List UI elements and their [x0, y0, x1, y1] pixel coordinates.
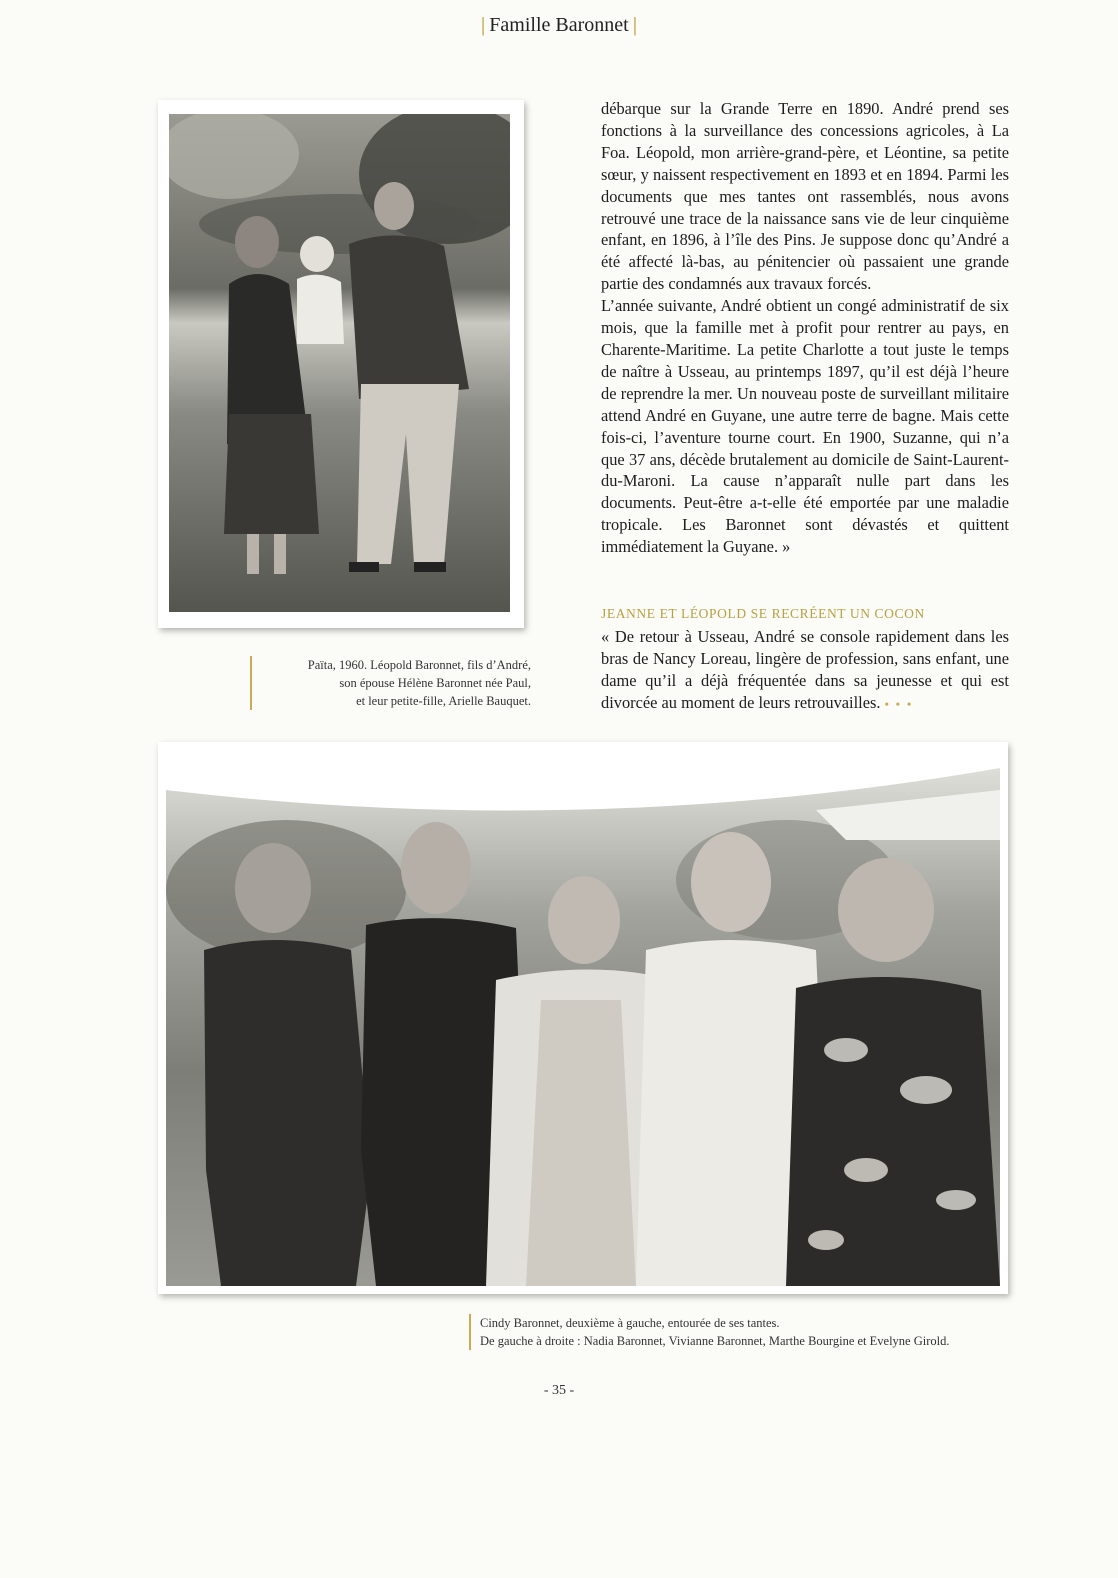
caption2-line2: De gauche à droite : Nadia Baronnet, Vivianne Baronnet, Marthe Bourgine et Evelyne Girold. — [480, 1334, 950, 1348]
photo-1960-family — [158, 100, 524, 628]
caption1-line3: et leur petite-fille, Arielle Bauquet. — [356, 694, 531, 708]
photo-1960-caption — [250, 656, 531, 710]
photo-1960-illustration — [169, 114, 510, 612]
article-paragraph-1: débarque sur la Grande Terre en 1890. André prend ses fonctions à la surveillance des concessions agricoles, à La Foa. Léopold, mon arrière-grand-père, et Léontine, sa petite sœur, y naissent respectivement en 1893 et en 1894. Parmi les documents que mes tantes ont rassemblés, nous avons retrouvé une trace de la naissance sans vie de leur cinquième enfant, en 1896, à l’île des Pins. Je suppose donc qu’André a été affecté là-bas, au pénitencier où passaient une grande partie des condamnés aux travaux forcés. — [601, 99, 1009, 294]
running-header — [0, 14, 1118, 37]
photo-group-caption — [469, 1314, 1040, 1350]
header-title: Famille Baronnet — [489, 14, 629, 36]
header-left-rule: | — [480, 14, 486, 36]
article-paragraph-3: « De retour à Usseau, André se console rapidement dans les bras de Nancy Loreau, lingère de profession, sans enfant, une dame qu’il a déjà fréquentée dans sa jeunesse et qui est divorcée au moment de leurs retrouvailles. — [601, 627, 1009, 712]
caption1-line2: son épouse Hélène Baronnet née Paul, — [339, 676, 531, 690]
article-paragraph-3-wrap — [601, 626, 1009, 716]
photo-group-image — [166, 750, 1000, 1286]
photo-group-illustration — [166, 750, 1000, 1286]
caption2-line1: Cindy Baronnet, deuxième à gauche, entourée de ses tantes. — [480, 1316, 780, 1330]
article-body — [601, 98, 1009, 558]
caption1-line1: Païta, 1960. Léopold Baronnet, fils d’André, — [307, 658, 531, 672]
photo-group-five-women — [158, 742, 1008, 1294]
article-paragraph-2: L’année suivante, André obtient un congé administratif de six mois, que la famille met à profit pour rentrer au pays, en Charente-Maritime. La petite Charlotte a tout juste le temps de naître à Usseau, au printemps 1897, qu’il est déjà l’heure de reprendre la mer. Un nouveau poste de surveillant militaire attend André en Guyane, une autre terre de bagne. Mais cette fois-ci, l’aventure tourne court. En 1900, Suzanne, qui n’a que 37 ans, décède brutalement au domicile de Saint-Laurent-du-Maroni. La cause n’apparaît nulle part dans les documents. Peut-être a-t-elle été emportée par une maladie tropicale. Les Baronnet sont dévastés et quittent immédiatement la Guyane. » — [601, 296, 1009, 557]
photo-1960-image — [169, 114, 510, 612]
header-right-rule: | — [632, 14, 638, 36]
article-body-continued — [601, 626, 1009, 716]
page-number: - 35 - — [543, 1383, 575, 1398]
continuation-dots: • • • — [884, 696, 914, 711]
section-heading: JEANNE ET LÉOPOLD SE RECRÉENT UN COCON — [601, 606, 925, 621]
